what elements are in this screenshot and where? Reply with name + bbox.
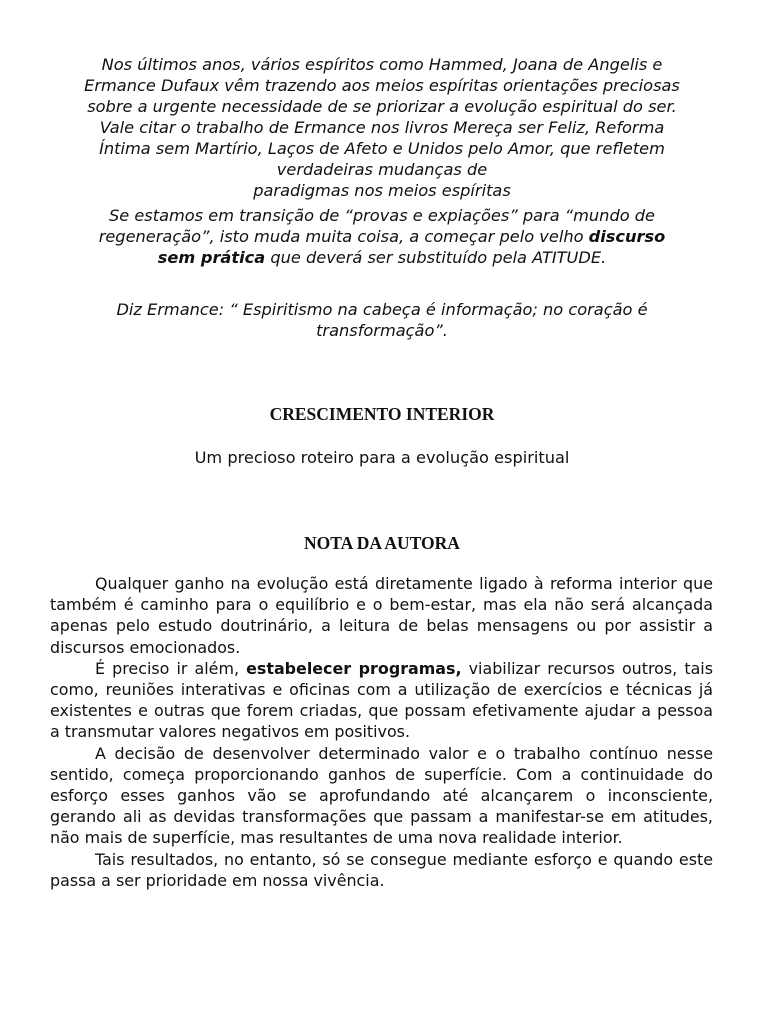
intro-line: Ermance Dufaux vêm trazendo aos meios espíritas orientações preciosas <box>84 76 680 95</box>
emphasis-discurso: discurso <box>588 227 666 246</box>
intro-line: Vale citar o trabalho de Ermance nos livros Mereça ser Feliz, Reforma <box>99 118 665 137</box>
body-paragraph: Qualquer ganho na evolução está diretamente ligado à reforma interior que também é caminho para o equilíbrio e o bem-estar, mas ela não será alcançada apenas pelo estudo doutrinário, a leitura de belas mensagens ou por assistir a discursos emocionados. <box>50 574 713 657</box>
emphasis-sem-pratica: sem prática <box>157 248 266 267</box>
body-text-span: É preciso ir além, <box>95 658 247 678</box>
ermance-quote <box>48 299 716 341</box>
body-paragraph <box>50 658 713 743</box>
quote-line: Diz Ermance: “ Espiritismo na cabeça é informação; no coração é <box>116 300 648 319</box>
quote-line: transformação”. <box>316 321 448 340</box>
body-paragraph: A decisão de desenvolver determinado valor e o trabalho contínuo nesse sentido, começa proporcionando ganhos de superfície. Com a continuidade do esforço esses ganhos vão se aprofundando até alcançarem o inconsciente, gerando ali as devidas transformações que passam a manifestar-se em atitudes, não mais de superfície, mas resultantes de uma nova realidade interior. <box>50 743 713 848</box>
emphasis-estabelecer-programas: estabelecer programas, <box>246 658 462 678</box>
book-title: CRESCIMENTO INTERIOR <box>269 404 495 424</box>
body-paragraph: Tais resultados, no entanto, só se consegue mediante esforço e quando este passa a ser prioridade em nossa vivência. <box>50 849 713 890</box>
intro-line: paradigmas nos meios espíritas <box>253 181 511 200</box>
transition-line: que deverá ser substituído pela ATITUDE. <box>265 248 607 267</box>
body-text-span: viabilizar recursos outros, tais como, reuniões interativas e oficinas com a utilização de exercícios e técnicas já existentes e outras que forem criadas, que possam efetivamente ajudar a pessoa a transmutar valores negativos em positivos. <box>50 658 713 742</box>
intro-line: Íntima sem Martírio, Laços de Afeto e Unidos pelo Amor, que refletem <box>99 139 665 158</box>
author-note-body <box>50 573 713 891</box>
intro-block <box>48 54 716 268</box>
transition-line: regeneração”, isto muda muita coisa, a começar pelo velho <box>98 227 589 246</box>
intro-paragraph <box>48 54 716 201</box>
transition-paragraph <box>48 205 716 268</box>
intro-line: sobre a urgente necessidade de se priorizar a evolução espiritual do ser. <box>87 97 677 116</box>
section-title: NOTA DA AUTORA <box>304 533 460 553</box>
intro-line: Nos últimos anos, vários espíritos como Hammed, Joana de Angelis e <box>101 55 663 74</box>
book-subtitle: Um precioso roteiro para a evolução espiritual <box>194 448 570 467</box>
intro-line: verdadeiras mudanças de <box>276 160 488 179</box>
transition-line: Se estamos em transição de “provas e expiações” para “mundo de <box>108 206 656 225</box>
